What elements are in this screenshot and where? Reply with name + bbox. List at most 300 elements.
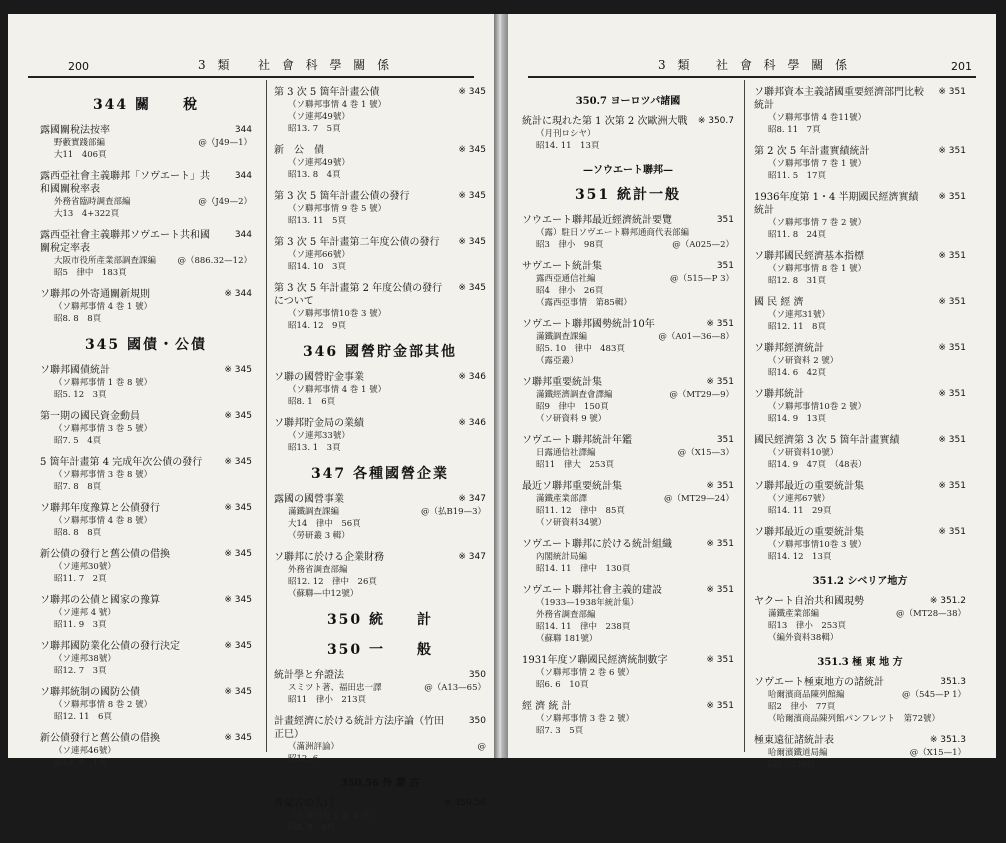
catalog-entry bbox=[754, 250, 966, 287]
subsection-heading: 351.3 極 東 地 方 bbox=[817, 657, 903, 668]
catalog-entry bbox=[40, 170, 252, 220]
entry-detail: （ソ聯邦事情 7 巻 1 號） bbox=[768, 159, 867, 169]
entry-title: ソヴエート極東地方の諸統計 bbox=[754, 677, 884, 688]
class-number: ※ 351.3 bbox=[929, 735, 966, 745]
entry-detail: （勞研叢 3 輯） bbox=[288, 531, 350, 541]
catalog-entry bbox=[40, 732, 252, 769]
entry-detail: 昭14. 12 13頁 bbox=[768, 552, 832, 562]
entry-detail: 昭13 律小 253頁 bbox=[768, 621, 847, 631]
entry-detail: 昭5 370頁 bbox=[768, 760, 816, 770]
entry-detail: （蘇聯—中12號） bbox=[288, 589, 359, 599]
class-number: ※ 351 bbox=[938, 297, 966, 307]
call-number: @（A01—36—8） bbox=[658, 332, 734, 342]
subsection-heading: 350.7 ヨーロツパ諸國 bbox=[575, 96, 681, 107]
catalog-entry bbox=[274, 669, 486, 706]
entry-detail: 昭11 律大 253頁 bbox=[536, 460, 615, 470]
entry-detail: （北滿研究 1 巻 4 號） bbox=[288, 811, 378, 821]
call-number: @（545—P 1） bbox=[901, 690, 966, 700]
class-number: ※ 351 bbox=[938, 146, 966, 156]
entry-detail: 大13 4+322頁 bbox=[54, 209, 120, 219]
entry-title: 露西亞社會主義聯邦ソヴエート共和國關稅定率表 bbox=[40, 230, 210, 254]
entry-title: ソ聯邦經濟統計 bbox=[754, 343, 824, 354]
entry-detail: 昭4 律小 26頁 bbox=[536, 286, 604, 296]
entry-detail: （ソ研資料 2 號） bbox=[768, 356, 839, 366]
entry-detail: 哈爾濱鐵道局編 @（X15—1） bbox=[768, 748, 966, 758]
entry-detail: （露亞叢） bbox=[536, 356, 579, 366]
section-title: 社 會 科 學 關 係 bbox=[258, 58, 394, 72]
entry-title: ソ聯邦國防業化公債の發行決定 bbox=[40, 641, 180, 652]
entry-detail: 外務省臨時調査部編 @（J49—2） bbox=[54, 197, 252, 207]
column-divider bbox=[744, 80, 745, 752]
call-number: @（A13—65） bbox=[424, 683, 486, 693]
entry-title: ソ聯邦貯金局の業績 bbox=[274, 418, 364, 429]
entry-detail: 大阪市役所產業部調査課編 @（886.32—12） bbox=[54, 256, 252, 266]
entry-title: ソ聯邦資本主義諸國重要經濟部門比較統計 bbox=[754, 87, 924, 111]
entry-detail: 昭13. 6 1頁 bbox=[54, 758, 107, 768]
entry-detail: 昭12. 12 律中 26頁 bbox=[288, 577, 377, 587]
entry-detail: （ソ聯邦事情 4 巻11號） bbox=[768, 113, 867, 123]
class-number: ※ 345 bbox=[458, 87, 486, 97]
catalog-entry bbox=[274, 282, 486, 332]
entry-title: ソウエート聯邦最近經濟統計要覽 bbox=[522, 215, 672, 226]
catalog-entry bbox=[274, 236, 486, 273]
entry-title: 1936年度第 1・4 半期國民經濟實績統計 bbox=[754, 192, 919, 216]
class-number: ※ 351.2 bbox=[929, 596, 966, 606]
class-number: 344 bbox=[234, 171, 252, 181]
entry-title: 5 箇年計畫第 4 完成年次公債の發行 bbox=[40, 457, 203, 468]
catalog-entry bbox=[522, 318, 734, 367]
entry-detail: 哈爾濱商品陳列館編 @（545—P 1） bbox=[768, 690, 966, 700]
entry-title: ソヴエート聯邦國勢統計10年 bbox=[522, 319, 655, 330]
section-heading: 346 國營貯金部其他 bbox=[302, 344, 458, 360]
class-number: ※ 351 bbox=[938, 192, 966, 202]
entry-detail: 昭14. 11 律中 238頁 bbox=[536, 622, 631, 632]
class-number: ※ 345 bbox=[224, 457, 252, 467]
entry-title: ヤクート自治共和國現勢 bbox=[754, 596, 864, 607]
class-number: ※ 345 bbox=[224, 549, 252, 559]
class-number: ※ 345 bbox=[224, 595, 252, 605]
call-number: @ bbox=[477, 742, 486, 752]
entry-title: ソヴエート聯邦社會主義的建設 bbox=[522, 585, 662, 596]
entry-title: ソ聯邦の公債と國家の豫算 bbox=[40, 595, 160, 606]
page-number: 200 bbox=[68, 60, 89, 73]
catalog-entry bbox=[274, 551, 486, 600]
left-column-2 bbox=[274, 86, 486, 843]
entry-title: 統計學と弁證法 bbox=[274, 670, 344, 681]
class-number: ※ 346 bbox=[458, 372, 486, 382]
entry-title: 露國關稅法按率 bbox=[40, 125, 110, 136]
entry-detail: 大11 406頁 bbox=[54, 150, 107, 160]
entry-detail: （1933—1938年統計集） bbox=[536, 598, 639, 608]
catalog-entry bbox=[40, 456, 252, 493]
entry-detail: 昭12. 11 8頁 bbox=[768, 322, 826, 332]
class-number: ※ 345 bbox=[224, 733, 252, 743]
entry-detail: （月刊ロシヤ） bbox=[536, 129, 596, 139]
class-number: ※ 351 bbox=[938, 435, 966, 445]
entry-detail: （ソ連邦49號） bbox=[288, 112, 350, 122]
class-number: 350 bbox=[468, 716, 486, 726]
entry-detail: （ソ連邦30號） bbox=[54, 562, 116, 572]
class-number: ※ 347 bbox=[458, 494, 486, 504]
catalog-entry bbox=[522, 214, 734, 251]
class-number: ※ 351 bbox=[938, 527, 966, 537]
entry-detail: 滿鐵調査課編 @（A01—36—8） bbox=[536, 332, 734, 342]
entry-title: 計畫經濟に於ける統計方法序論（竹田正巳） bbox=[274, 716, 444, 740]
catalog-entry bbox=[274, 190, 486, 227]
entry-detail: 昭14. 6 42頁 bbox=[768, 368, 826, 378]
catalog-entry bbox=[522, 700, 734, 737]
entry-detail: （露西亞事情 第85輯） bbox=[536, 298, 632, 308]
catalog-entry bbox=[274, 144, 486, 181]
call-number: @（J49—2） bbox=[198, 197, 252, 207]
entry-detail: （ソ聯邦事情 9 巻 5 號） bbox=[288, 204, 387, 214]
catalog-entry bbox=[754, 191, 966, 241]
entry-title: 新 公 債 bbox=[274, 145, 324, 156]
catalog-entry bbox=[40, 124, 252, 161]
entry-detail: （ソ聯邦事情 3 巻 2 號） bbox=[536, 714, 635, 724]
catalog-entry bbox=[754, 595, 966, 644]
right-page bbox=[508, 14, 996, 770]
entry-title: 第 3 次 5 箇年計畫公債の發行 bbox=[274, 191, 410, 202]
entry-detail: 昭6. 6 10頁 bbox=[536, 680, 589, 690]
entry-title: ソ聯邦國民經濟基本指標 bbox=[754, 251, 864, 262]
entry-title: 露西亞社會主義聯邦「ソヴエート」共和國關稅率表 bbox=[40, 171, 210, 195]
entry-detail: 昭5. 10 律中 483頁 bbox=[536, 344, 625, 354]
entry-title: ソ聯邦に於ける企業財務 bbox=[274, 552, 384, 563]
entry-detail: （ソ連邦46號） bbox=[54, 746, 116, 756]
catalog-entry bbox=[754, 296, 966, 333]
class-number: ※ 351 bbox=[706, 481, 734, 491]
entry-detail: 昭11. 9 3頁 bbox=[54, 620, 107, 630]
catalog-entry bbox=[522, 584, 734, 645]
entry-detail: 昭7. 5 4頁 bbox=[54, 436, 102, 446]
entry-detail: 昭8. 1 6頁 bbox=[288, 397, 336, 407]
entry-detail: 昭11. 5 17頁 bbox=[768, 171, 826, 181]
catalog-entry bbox=[522, 434, 734, 471]
class-number: ※ 345 bbox=[458, 237, 486, 247]
catalog-entry bbox=[40, 229, 252, 279]
section-heading: 351 統計一般 bbox=[574, 187, 682, 203]
class-number: 351 bbox=[716, 435, 734, 445]
section-title: 社 會 科 學 關 係 bbox=[716, 58, 852, 72]
class-number: ※ 345 bbox=[224, 641, 252, 651]
entry-detail: （ソ連邦67號） bbox=[768, 494, 830, 504]
class-number: ※ 351 bbox=[706, 585, 734, 595]
class-number: ※ 346 bbox=[458, 418, 486, 428]
call-number: @（X15—3） bbox=[677, 448, 734, 458]
class-number: ※ 350.7 bbox=[697, 116, 734, 126]
entry-detail: 昭9 律中 150頁 bbox=[536, 402, 609, 412]
class-number: ※ 347 bbox=[458, 552, 486, 562]
entry-detail: 昭12. 7 3頁 bbox=[54, 666, 107, 676]
entry-detail: 昭8. 8 8頁 bbox=[54, 314, 102, 324]
class-number: ※ 351 bbox=[938, 343, 966, 353]
entry-detail: （露）駐日ソヴエート聯邦通商代表部編 @（A025—2） bbox=[536, 228, 734, 250]
catalog-entry bbox=[40, 686, 252, 723]
class-number: ※ 351 bbox=[706, 377, 734, 387]
entry-detail: 昭14. 9 47頁 （48表） bbox=[768, 460, 867, 470]
entry-detail: 野藪實踐部編 @（J49—1） bbox=[54, 138, 252, 148]
entry-detail: （ソ連邦33號） bbox=[288, 431, 350, 441]
catalog-entry bbox=[274, 371, 486, 408]
entry-detail: （滿洲評論） @ bbox=[288, 742, 486, 752]
class-number: ※ 351 bbox=[706, 655, 734, 665]
entry-detail: （ソ研資料34號） bbox=[536, 518, 607, 528]
entry-title: ソヴエート聯邦に於ける統計組織 bbox=[522, 539, 672, 550]
entry-detail: （ソ研資料10號） bbox=[768, 448, 839, 458]
entry-title: 外蒙古の人口 bbox=[274, 798, 334, 809]
entry-detail: （哈爾濱商品陳列館パンフレツト 第72號） bbox=[768, 714, 940, 724]
entry-title: 統計に現れた第 1 次第 2 次歐洲大戰 bbox=[522, 116, 688, 127]
catalog-entry bbox=[522, 376, 734, 425]
entry-detail: 外務省調査部編 bbox=[536, 610, 596, 620]
entry-detail: 外務省調査部編 bbox=[288, 565, 348, 575]
entry-detail: （ソ聯邦事情10巻 2 號） bbox=[768, 402, 867, 412]
catalog-entry bbox=[274, 797, 486, 834]
entry-detail: 滿鐵產業部譯 @（MT29—24） bbox=[536, 494, 734, 504]
entry-detail: 昭5. 12 3頁 bbox=[54, 390, 107, 400]
call-number: @（515—P 3） bbox=[669, 274, 734, 284]
entry-detail: 昭8. 8 6頁 bbox=[288, 823, 336, 833]
entry-title: ソ聯邦統計 bbox=[754, 389, 804, 400]
call-number: @（払B19—3） bbox=[421, 507, 486, 517]
section-heading: 350 一 般 bbox=[326, 642, 434, 658]
entry-title: 國 民 經 濟 bbox=[754, 297, 804, 308]
entry-title: 國民經濟第 3 次 5 箇年計畫實績 bbox=[754, 435, 900, 446]
entry-detail: 昭14. 11 13頁 bbox=[536, 141, 600, 151]
entry-detail: 昭13. 7 5頁 bbox=[288, 124, 341, 134]
call-number: @（MT29—9） bbox=[669, 390, 734, 400]
class-number: ※ 345 bbox=[458, 283, 486, 293]
entry-detail: 昭14. 10 3頁 bbox=[288, 262, 346, 272]
catalog-entry bbox=[522, 260, 734, 309]
catalog-entry bbox=[754, 145, 966, 182]
class-number: ※ 351 bbox=[938, 251, 966, 261]
class-number: 344 bbox=[234, 125, 252, 135]
catalog-entry bbox=[754, 734, 966, 771]
entry-title: 新公債發行と舊公債の借換 bbox=[40, 733, 160, 744]
entry-detail: 昭11. 7 2頁 bbox=[54, 574, 107, 584]
call-number: @（MT29—24） bbox=[663, 494, 734, 504]
call-number: @（J49—1） bbox=[198, 138, 252, 148]
class-number: ※ 345 bbox=[224, 503, 252, 513]
catalog-entry bbox=[274, 493, 486, 542]
entry-detail: （ソ連邦66號） bbox=[288, 250, 350, 260]
catalog-entry bbox=[274, 86, 486, 135]
catalog-entry bbox=[754, 480, 966, 517]
entry-detail: 露西亞通信社編 @（515—P 3） bbox=[536, 274, 734, 284]
entry-detail: 內閣統計局編 bbox=[536, 552, 588, 562]
entry-title: 第 3 次 5 年計畫第二年度公債の發行 bbox=[274, 237, 440, 248]
catalog-entry bbox=[522, 115, 734, 152]
section-heading: 344 關 稅 bbox=[92, 97, 200, 113]
class-number: ※ 351 bbox=[938, 481, 966, 491]
call-number: @（MT28—38） bbox=[895, 609, 966, 619]
call-number: @（886.32—12） bbox=[177, 256, 252, 266]
entry-title: ソ聯邦の外寄通關新規則 bbox=[40, 289, 150, 300]
class-number: ※ 345 bbox=[458, 145, 486, 155]
entry-detail: （ソ聯邦事情 7 巻 2 號） bbox=[768, 218, 867, 228]
class-number: ※ 350.56 bbox=[444, 798, 486, 808]
entry-detail: 昭12. 11 6頁 bbox=[54, 712, 112, 722]
entry-title: 極東遠征諸統計表 bbox=[754, 735, 834, 746]
catalog-entry bbox=[754, 676, 966, 725]
entry-detail: 昭13. 11 5頁 bbox=[288, 216, 346, 226]
catalog-entry bbox=[274, 715, 486, 765]
entry-title: サヴエート統計集 bbox=[522, 261, 602, 272]
entry-title: ソ聯邦重要統計集 bbox=[522, 377, 602, 388]
entry-detail: 昭14. 11 律中 130頁 bbox=[536, 564, 631, 574]
catalog-entry bbox=[754, 86, 966, 136]
class-number: ※ 345 bbox=[224, 411, 252, 421]
section-heading: 347 各種國營企業 bbox=[310, 466, 450, 482]
catalog-entry bbox=[40, 364, 252, 401]
entry-title: ソ聯邦國債統計 bbox=[40, 365, 110, 376]
entry-detail: 滿鐵經濟調査會譯編 @（MT29—9） bbox=[536, 390, 734, 400]
entry-detail: （ソ聯邦事情 3 巻 5 號） bbox=[54, 424, 153, 434]
entry-title: 第 3 次 5 箇年計畫公債 bbox=[274, 87, 380, 98]
catalog-entry bbox=[754, 342, 966, 379]
catalog-entry bbox=[274, 417, 486, 454]
entry-title: 1931年度ソ聯國民經濟統制數字 bbox=[522, 655, 668, 666]
catalog-entry bbox=[40, 288, 252, 325]
subsection-heading: 351.2 シベリア地方 bbox=[812, 576, 908, 587]
entry-detail: （ソ聯邦事情10巻 3 號） bbox=[768, 540, 867, 550]
class-number: 351 bbox=[716, 261, 734, 271]
class-number: ※ 345 bbox=[458, 191, 486, 201]
right-column-1 bbox=[522, 86, 734, 746]
class-number: ※ 345 bbox=[224, 365, 252, 375]
entry-detail: （蘇聯 181號） bbox=[536, 634, 598, 644]
class-number: ※ 345 bbox=[224, 687, 252, 697]
entry-detail: （ソ聯邦事情 4 巻 8 號） bbox=[54, 516, 153, 526]
catalog-entry bbox=[40, 502, 252, 539]
catalog-entry bbox=[754, 434, 966, 471]
entry-detail: （ソ連邦31號） bbox=[768, 310, 830, 320]
class-number: ※ 351 bbox=[938, 87, 966, 97]
catalog-entry bbox=[522, 480, 734, 529]
book-gutter bbox=[494, 14, 508, 758]
entry-detail: （ソ聯邦事情 1 巻 8 號） bbox=[54, 378, 153, 388]
entry-detail: （ソ聯邦事情 8 巻 1 號） bbox=[768, 264, 867, 274]
class-number: ※ 344 bbox=[224, 289, 252, 299]
entry-detail: 昭12. 8 31頁 bbox=[768, 276, 826, 286]
entry-detail: 昭13. 1 3頁 bbox=[288, 443, 341, 453]
left-page bbox=[8, 14, 494, 833]
column-divider bbox=[266, 80, 267, 752]
class-number: 351 bbox=[716, 215, 734, 225]
entry-detail: （ソ聯邦事情 2 巻 6 號） bbox=[536, 668, 635, 678]
entry-detail: 日露通信社譯編 @（X15—3） bbox=[536, 448, 734, 458]
entry-title: ソ聯邦最近の重要統計集 bbox=[754, 481, 864, 492]
entry-title: 第 2 次 5 年計畫實績統計 bbox=[754, 146, 870, 157]
section-heading: 350 統 計 bbox=[326, 612, 434, 628]
section-heading: 345 國債・公債 bbox=[84, 337, 208, 353]
entry-detail: （ソ聯邦事情10巻 3 號） bbox=[288, 309, 387, 319]
entry-title: ソヴエート聯邦統計年鑑 bbox=[522, 435, 632, 446]
entry-detail: （ソ聯邦事情 3 巻 8 號） bbox=[54, 470, 153, 480]
catalog-entry bbox=[754, 526, 966, 563]
entry-title: ソ聯邦年度豫算と公債發行 bbox=[40, 503, 160, 514]
entry-detail: （ソ連邦49號） bbox=[288, 158, 350, 168]
class-number: ※ 351 bbox=[706, 539, 734, 549]
catalog-entry bbox=[40, 594, 252, 631]
entry-detail: （ソ研資料 9 號） bbox=[536, 414, 607, 424]
entry-detail: （編外資料38輯） bbox=[768, 633, 839, 643]
entry-detail: 昭7. 3 5頁 bbox=[536, 726, 584, 736]
entry-title: ソ聯邦最近の重要統計集 bbox=[754, 527, 864, 538]
left-column-1 bbox=[40, 86, 252, 778]
entry-detail: （ソ聯邦事情 4 巻 1 號） bbox=[288, 385, 387, 395]
catalog-entry bbox=[40, 548, 252, 585]
class-number: ※ 351 bbox=[938, 389, 966, 399]
entry-detail: （ソ聯邦事情 4 巻 1 號） bbox=[54, 302, 153, 312]
subsection-heading: 350.56 外 蒙 古 bbox=[340, 778, 420, 789]
page-number: 201 bbox=[951, 60, 972, 73]
entry-detail: 昭11. 12 律中 85頁 bbox=[536, 506, 625, 516]
entry-detail: 昭13. 8 4頁 bbox=[288, 170, 341, 180]
catalog-entry bbox=[40, 640, 252, 677]
class-label: 3 類 bbox=[658, 58, 694, 72]
entry-detail: 昭12. 6 bbox=[288, 754, 319, 764]
region-divider-label: —ソウエート聯邦— bbox=[583, 165, 673, 176]
entry-title: 第一期の國民資金動員 bbox=[40, 411, 140, 422]
entry-detail: 昭14. 11 29頁 bbox=[768, 506, 832, 516]
call-number: @（A025—2） bbox=[672, 240, 734, 250]
entry-detail: 滿鐵調査課編 @（払B19—3） bbox=[288, 507, 486, 517]
entry-title: 新公債の發行と舊公債の借換 bbox=[40, 549, 170, 560]
entry-detail: 滿鐵產業部編 @（MT28—38） bbox=[768, 609, 966, 619]
entry-detail: 昭11 律小 213頁 bbox=[288, 695, 367, 705]
entry-title: 經 濟 統 計 bbox=[522, 701, 572, 712]
class-label: 3 類 bbox=[198, 58, 234, 72]
entry-detail: （ソ連邦 4 號） bbox=[54, 608, 116, 618]
entry-title: 最近ソ聯邦重要統計集 bbox=[522, 481, 622, 492]
entry-detail: 昭8. 11 7頁 bbox=[768, 125, 821, 135]
entry-detail: （ソ聯邦事情 8 巻 2 號） bbox=[54, 700, 153, 710]
entry-detail: 昭5 律中 183頁 bbox=[54, 268, 127, 278]
entry-detail: （ソ連邦38號） bbox=[54, 654, 116, 664]
entry-title: 露國の國營事業 bbox=[274, 494, 344, 505]
class-number: 351.3 bbox=[940, 677, 966, 687]
entry-detail: スミツト著、福田忠一譯 @（A13—65） bbox=[288, 683, 486, 693]
right-column-2 bbox=[754, 86, 966, 780]
entry-detail: 昭7. 8 8頁 bbox=[54, 482, 102, 492]
entry-title: ソ聯の國營貯金事業 bbox=[274, 372, 364, 383]
entry-detail: 昭2 律小 77頁 bbox=[768, 702, 836, 712]
catalog-entry bbox=[522, 654, 734, 691]
catalog-entry bbox=[754, 388, 966, 425]
entry-detail: 昭14. 9 13頁 bbox=[768, 414, 826, 424]
entry-detail: （ソ聯邦事情 4 巻 1 號） bbox=[288, 100, 387, 110]
entry-title: 第 3 次 5 年計畫第 2 年度公債の發行について bbox=[274, 283, 443, 307]
catalog-entry bbox=[40, 410, 252, 447]
catalog-entry bbox=[522, 538, 734, 575]
left-page-header bbox=[28, 54, 474, 78]
entry-title: ソ聯邦統制の國防公債 bbox=[40, 687, 140, 698]
entry-detail: 昭3 律小 98頁 bbox=[536, 240, 604, 250]
class-number: 344 bbox=[234, 230, 252, 240]
entry-detail: 昭11. 8 24頁 bbox=[768, 230, 826, 240]
entry-detail: 大14 律中 56頁 bbox=[288, 519, 361, 529]
right-page-header bbox=[528, 54, 976, 78]
entry-detail: 昭14. 12 9頁 bbox=[288, 321, 346, 331]
call-number: @（X15—1） bbox=[909, 748, 966, 758]
entry-detail: 昭8. 8 8頁 bbox=[54, 528, 102, 538]
class-number: 350 bbox=[468, 670, 486, 680]
class-number: ※ 351 bbox=[706, 701, 734, 711]
class-number: ※ 351 bbox=[706, 319, 734, 329]
